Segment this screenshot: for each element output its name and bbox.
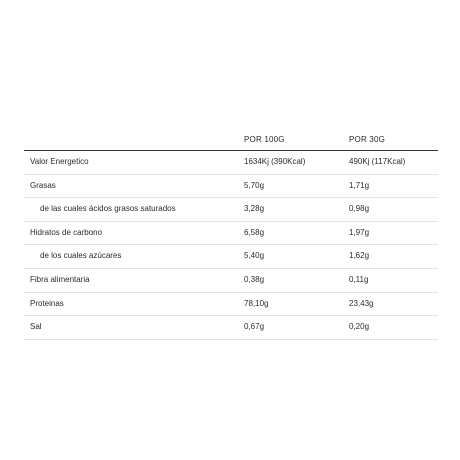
row-label: de las cuales ácidos grasos saturados (40, 204, 176, 214)
row-label: Fibra alimentaria (30, 274, 90, 284)
value-per-30g: 490Kj (117Kcal) (349, 157, 406, 166)
value-per-100g: 0,67g (244, 322, 265, 332)
value-per-100g: 5,70g (244, 180, 265, 190)
row-label: Valor Energetico (30, 157, 89, 166)
value-per-30g: 1,62g (349, 251, 370, 261)
value-per-30g: 1,97g (349, 227, 370, 237)
value-per-100g: 3,28g (244, 204, 265, 214)
value-per-100g: 5,40g (244, 251, 265, 261)
column-header-per-100g: POR 100G (244, 135, 285, 144)
table-row-sugars (24, 245, 438, 269)
table-row-saturated-fat (24, 198, 438, 222)
table-row-fat (24, 175, 438, 199)
table-row-fiber (24, 269, 438, 293)
table-row-salt (24, 316, 438, 340)
table-header (24, 128, 438, 151)
column-header-per-30g: POR 30G (349, 135, 386, 144)
table-row-energy (24, 151, 438, 175)
row-label: Sal (30, 322, 42, 332)
row-label: Proteinas (30, 298, 64, 308)
value-per-30g: 1,71g (349, 180, 370, 190)
value-per-30g: 0,20g (349, 322, 370, 332)
value-per-30g: 0,98g (349, 204, 370, 214)
table-row-protein (24, 293, 438, 317)
value-per-100g: 78,10g (244, 298, 269, 308)
value-per-100g: 0,38g (244, 274, 265, 284)
row-label: Hidratos de carbono (30, 227, 103, 237)
value-per-100g: 6,58g (244, 227, 265, 237)
nutrition-table (24, 128, 438, 340)
value-per-30g: 0,11g (349, 274, 369, 284)
value-per-30g: 23,43g (349, 298, 374, 308)
value-per-100g: 1634Kj (390Kcal) (244, 157, 306, 166)
table-row-carbohydrates (24, 222, 438, 246)
row-label: Grasas (30, 180, 56, 190)
row-label: de los cuales azúcares (40, 251, 122, 261)
